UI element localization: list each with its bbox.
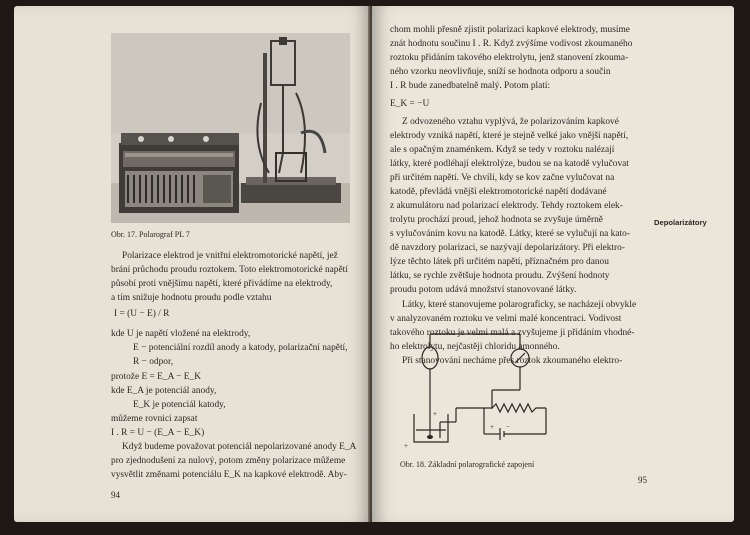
right-line-24: Při stanovování necháme přes roztok zkoumaného elektro- [402, 356, 623, 366]
left-line-2: brání průchodu proudu roztokem. Toto elektromotorické napětí [111, 265, 348, 275]
right-page-number: 95 [638, 475, 647, 485]
right-line-17: lýze těchto látek při určitém napětí, příznačném pro danou [390, 257, 609, 267]
right-line-9: ale s opačným znaménkem. Když se tedy v roztoku nalézají [390, 145, 615, 155]
left-line-7: E − potenciální rozdíl anody a katody, polarizační napětí, [133, 343, 348, 353]
right-line-1: chom mohli přesně zjistit polarizaci kapkové elektrody, musíme [390, 25, 630, 35]
left-line-15: pro zjednodušení za nulový, potom změny polarizace můžeme [111, 456, 346, 466]
left-line-14: Když budeme považovat potenciál nepolarizované anody E_A [122, 442, 357, 452]
left-line-11: E_K je potenciál katody, [133, 400, 226, 410]
right-line-2: znát hodnotu součinu I . R. Když zvýšíme vodivost zkoumaného [390, 39, 633, 49]
right-formula: E_K = −U [390, 99, 430, 109]
left-formula-1: I = (U − E) / R [114, 309, 170, 319]
right-line-21: v analyzovaném roztoku ve velmi malé koncentraci. Vodivost [390, 314, 622, 324]
margin-note-depolarizatory: Depolarizátory [654, 218, 707, 227]
left-line-12: můžeme rovnici zapsat [111, 414, 198, 424]
left-line-10: kde E_A je potenciál anody, [111, 386, 217, 396]
figure-17-caption: Obr. 17. Polarograf PL 7 [111, 230, 190, 239]
left-page [14, 6, 370, 522]
figure-18-caption: Obr. 18. Základní polarografické zapojení [400, 460, 535, 469]
right-line-22: takového roztoku je velmi malá a zvyšujeme ji přidáním vhodné- [390, 328, 635, 338]
right-line-8: elektrody vzniká napětí, které je stejně velké jako vnější napětí, [390, 131, 629, 141]
left-line-9: protože E = E_A − E_K [111, 372, 201, 382]
svg-text:−: − [506, 423, 510, 431]
right-line-19: proudu potom udává množství stanovované látky. [390, 285, 577, 295]
svg-text:+: + [433, 410, 437, 418]
right-line-12: katodě, převládá vnější elektromotorické napětí dodávané [390, 187, 607, 197]
left-line-6: kde U je napětí vložené na elektrody, [111, 329, 251, 339]
right-line-3: roztoku přidáním takového elektrolytu, jenž stanovení zkouma- [390, 53, 629, 63]
right-line-7: Z odvozeného vztahu vyplývá, že polarizováním kapkové [402, 117, 619, 127]
right-line-10: látky, které podléhají elektrolýze, budou se na katodě vylučovat [390, 159, 629, 169]
right-line-11: při určitém napětí. Ve chvíli, kdy se kov začne vylučovat na [390, 173, 615, 183]
right-line-16: dě navzdory polarizaci, se nazývají depolarizátory. Při elektro- [390, 243, 625, 253]
left-line-3: působí proti vnějšímu napětí, které přivádíme na elektrody, [111, 279, 333, 289]
left-formula-2: I . R = U − (E_A − E_K) [111, 428, 205, 438]
svg-text:+: + [490, 423, 494, 431]
right-page [372, 6, 734, 522]
right-line-23: ho elektrolytu, nejčastěji chloridu amonného. [390, 342, 560, 352]
polarograph-photo [111, 33, 350, 223]
right-line-15: s vylučováním kovu na katodě. Látky, které se vylučují na kato- [390, 229, 630, 239]
right-line-14: trolytu prochází proud, jehož hodnota se zvyšuje úměrně [390, 215, 603, 225]
right-line-18: látku, se rychle zvětšuje hodnota proudu. Zvýšení hodnoty [390, 271, 610, 281]
left-line-16: vysvětlit změnami potenciálu E_K na kapkové elektrodě. Aby- [111, 470, 347, 480]
polarographic-circuit-diagram [396, 328, 576, 458]
svg-text:+: + [404, 442, 408, 450]
left-line-8: R − odpor, [133, 357, 174, 367]
right-line-5: I . R bude zanedbatelně malý. Potom platí: [390, 81, 551, 91]
left-page-number: 94 [111, 490, 120, 500]
left-line-1: Polarizace elektrod je vnitřní elektromotorické napětí, jež [122, 251, 338, 261]
left-line-4: a tím snižuje hodnotu proudu podle vztahu [111, 293, 272, 303]
right-line-4: ného vzorku neovlivňuje, sníží se hodnota odporu a součin [390, 67, 611, 77]
polarograph-image [111, 33, 350, 223]
right-line-13: z akumulátoru nad polarizací elektrody. Tehdy roztokem elek- [390, 201, 623, 211]
right-line-20: Látky, které stanovujeme polarograficky, se nacházejí obvykle [402, 300, 637, 310]
